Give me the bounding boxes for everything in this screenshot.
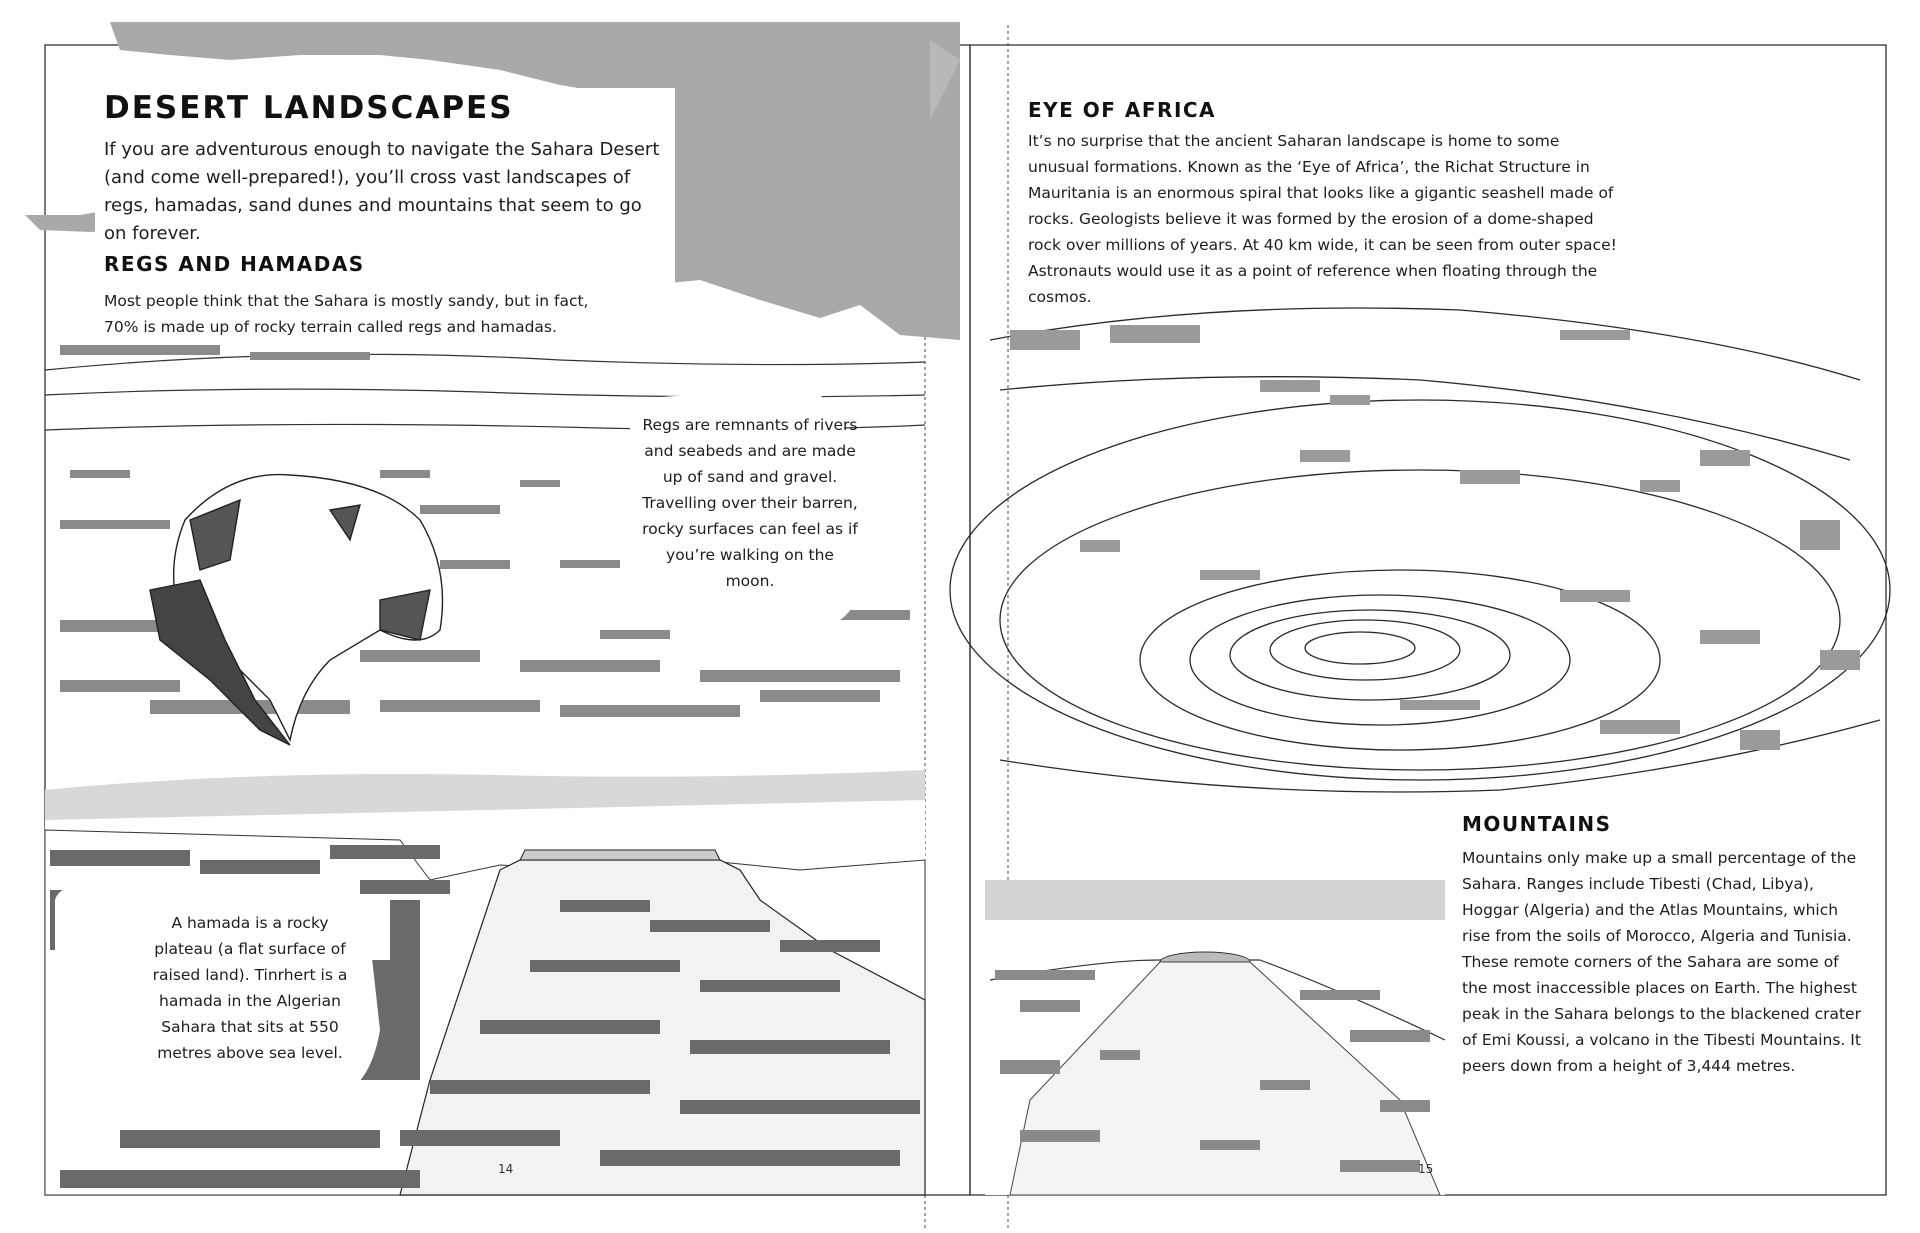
hamada-caption: A hamada is a rocky plateau (a flat surface of raised land). Tinrhert is a hamada in the Algerian Sahara that sits at 550 metres above sea level.	[152, 914, 348, 1062]
mountains-heading: MOUNTAINS	[1462, 812, 1612, 836]
intro-paragraph: If you are adventurous enough to navigate the Sahara Desert (and come well-prepared!), you’ll cross vast landscapes of regs, hamadas, sand dunes and mountains that seem to go on forever.	[104, 139, 660, 244]
eye-heading: EYE OF AFRICA	[1028, 98, 1217, 122]
mountains-paragraph: Mountains only make up a small percentage of the Sahara. Ranges include Tibesti (Chad, Libya), Hoggar (Algeria) and the Atlas Mountains, which rise from the soils of Morocco, Algeria and Tunisia. These remote corners of the Sahara are some of the most inaccessible places on Earth. The highest peak in the Sahara belongs to the blackened crater of Emi Koussi, a volcano in the Tibesti Mountains. It peers down from a height of 3,444 metres.	[1462, 849, 1861, 1075]
regs-caption: Regs are remnants of rivers and seabeds and are made up of sand and gravel. Travelling over their barren, rocky surfaces can feel as if you’re walking on the moon.	[642, 416, 858, 590]
regs-paragraph: Most people think that the Sahara is mostly sandy, but in fact, 70% is made up of rocky terrain called regs and hamadas.	[104, 292, 589, 336]
page-number-left: 14	[498, 1162, 514, 1176]
eye-shading	[1010, 325, 1860, 750]
regs-heading: REGS AND HAMADAS	[104, 252, 365, 276]
page-title: DESERT LANDSCAPES	[104, 90, 514, 126]
page-number-right: 15	[1418, 1162, 1434, 1176]
eye-paragraph: It’s no surprise that the ancient Saharan landscape is home to some unusual formations. Known as the ‘Eye of Africa’, the Richat Structure in Mauritania is an enormous spiral that looks like a gigantic seashell made of rocks. Geologists believe it was formed by the erosion of a dome-shaped rock over millions of years. At 40 km wide, it can be seen from outer space! Astronauts would use it as a point of reference when floating through the cosmos.	[1028, 132, 1617, 306]
